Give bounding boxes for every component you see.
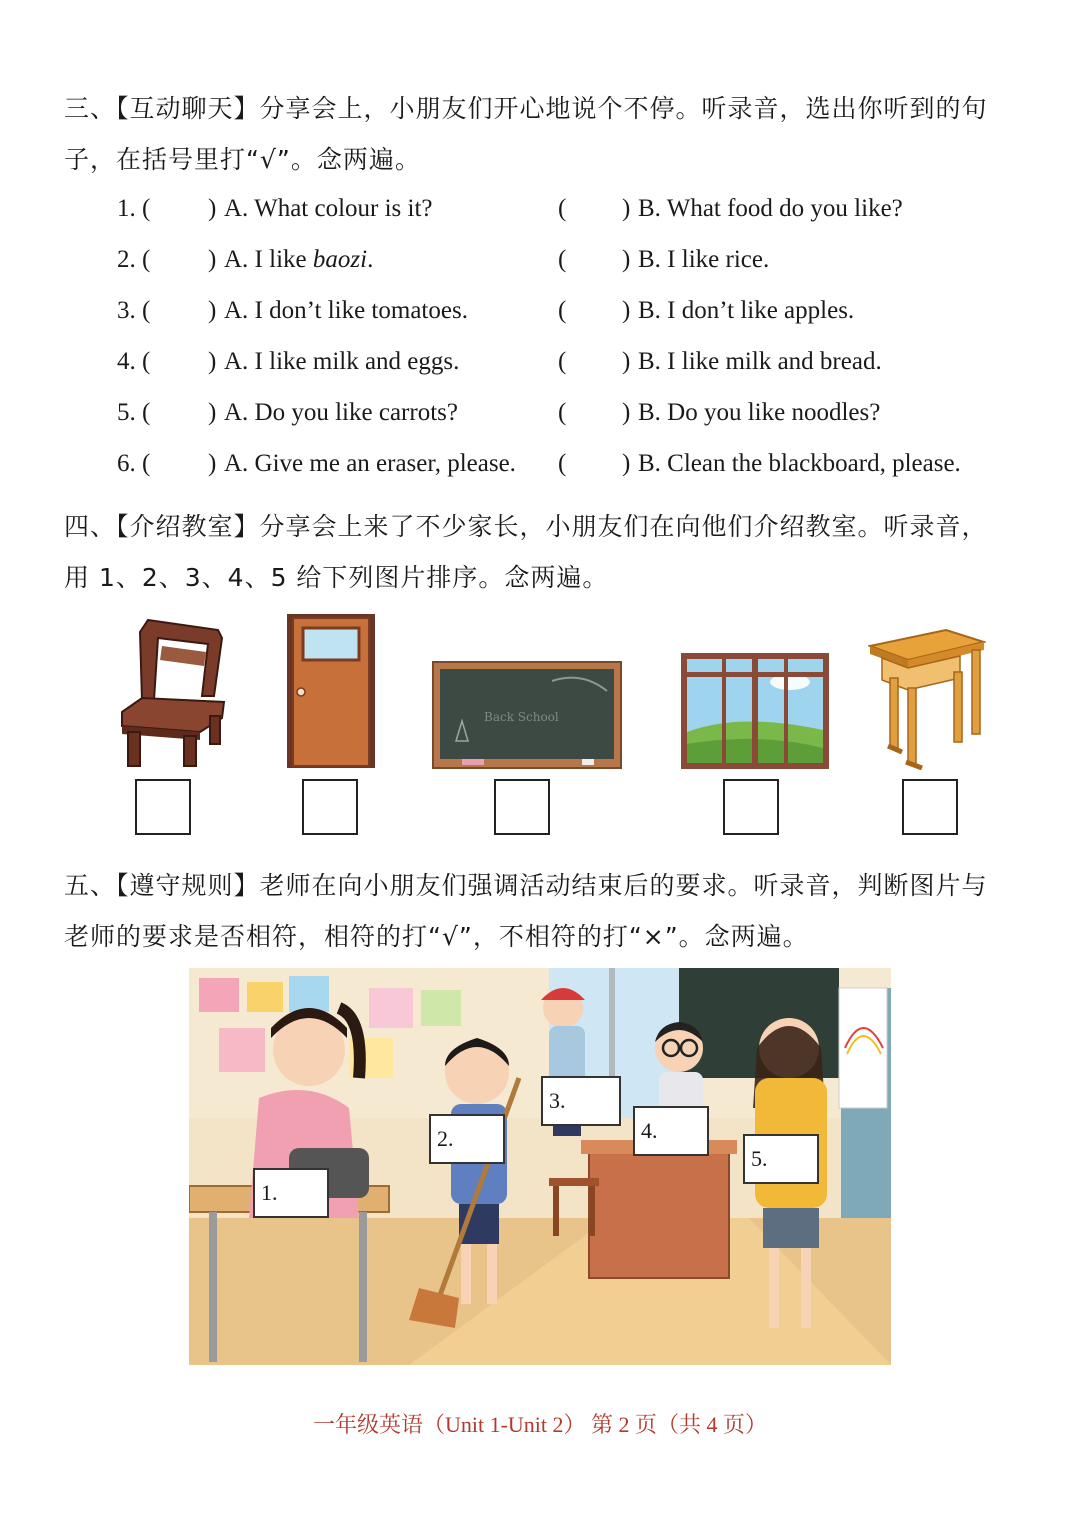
close-paren: ) (208, 246, 217, 273)
question-row (0, 297, 1080, 337)
close-paren: ) (622, 450, 631, 477)
option-b[interactable]: B. Do you like noodles? (638, 399, 881, 426)
open-paren: ( (558, 195, 567, 222)
order-answer-box[interactable] (135, 779, 191, 835)
question-number: 2. ( (117, 246, 151, 273)
question-number: 5. ( (117, 399, 151, 426)
close-paren: ) (208, 450, 217, 477)
close-paren: ) (622, 297, 631, 324)
question-row (0, 246, 1080, 286)
question-number: 3. ( (117, 297, 151, 324)
scene-label-5[interactable]: 5. (743, 1134, 819, 1184)
order-answer-box[interactable] (494, 779, 550, 835)
option-b[interactable]: B. I like rice. (638, 246, 770, 273)
question-row (0, 399, 1080, 439)
order-answer-box[interactable] (902, 779, 958, 835)
option-b[interactable]: B. What food do you like? (638, 195, 903, 222)
option-a[interactable]: A. I like baozi. (224, 246, 374, 273)
question-row (0, 195, 1080, 235)
option-b[interactable]: B. Clean the blackboard, please. (638, 450, 961, 477)
option-a[interactable]: A. Give me an eraser, please. (224, 450, 516, 477)
option-a[interactable]: A. Do you like carrots? (224, 399, 458, 426)
open-paren: ( (558, 246, 567, 273)
close-paren: ) (208, 195, 217, 222)
close-paren: ) (622, 348, 631, 375)
scene-label-1[interactable]: 1. (253, 1168, 329, 1218)
chair-picture (118, 616, 230, 768)
classroom-scene (189, 968, 891, 1365)
order-answer-box[interactable] (723, 779, 779, 835)
section-3-title: 三、【互动聊天】分享会上，小朋友们开心地说个不停。听录音，选出你听到的句子，在括号里打“√”。念两遍。 (64, 94, 988, 174)
question-number: 1. ( (117, 195, 151, 222)
close-paren: ) (622, 246, 631, 273)
question-number: 4. ( (117, 348, 151, 375)
section-4-title: 四、【介绍教室】分享会上来了不少家长，小朋友们在向他们介绍教室。听录音，用 1、2、3、4、5 给下列图片排序。念两遍。 (64, 512, 988, 592)
page-footer: 一年级英语（Unit 1-Unit 2） 第 2 页（共 4 页） (312, 1412, 768, 1437)
open-paren: ( (558, 348, 567, 375)
pinyin-word: baozi (312, 246, 368, 273)
blackboard-text: Back School (484, 710, 559, 724)
scene-label-2[interactable]: 2. (429, 1114, 505, 1164)
question-row (0, 450, 1080, 490)
option-b[interactable]: B. I like milk and bread. (638, 348, 882, 375)
close-paren: ) (622, 195, 631, 222)
close-paren: ) (622, 399, 631, 426)
option-a[interactable]: A. I like milk and eggs. (224, 348, 460, 375)
door-picture (285, 612, 377, 770)
option-b[interactable]: B. I don’t like apples. (638, 297, 855, 324)
blackboard-picture (432, 661, 622, 769)
question-row (0, 348, 1080, 388)
desk-picture (868, 628, 986, 770)
option-a[interactable]: A. What colour is it? (224, 195, 433, 222)
section-5-title: 五、【遵守规则】老师在向小朋友们强调活动结束后的要求。听录音，判断图片与老师的要求是否相符，相符的打“√”，不相符的打“×”。念两遍。 (64, 871, 988, 951)
close-paren: ) (208, 348, 217, 375)
window-picture (680, 652, 830, 770)
open-paren: ( (558, 399, 567, 426)
scene-label-3[interactable]: 3. (541, 1076, 621, 1126)
open-paren: ( (558, 450, 567, 477)
question-number: 6. ( (117, 450, 151, 477)
order-answer-box[interactable] (302, 779, 358, 835)
open-paren: ( (558, 297, 567, 324)
close-paren: ) (208, 399, 217, 426)
close-paren: ) (208, 297, 217, 324)
option-a[interactable]: A. I don’t like tomatoes. (224, 297, 468, 324)
scene-label-4[interactable]: 4. (633, 1106, 709, 1156)
